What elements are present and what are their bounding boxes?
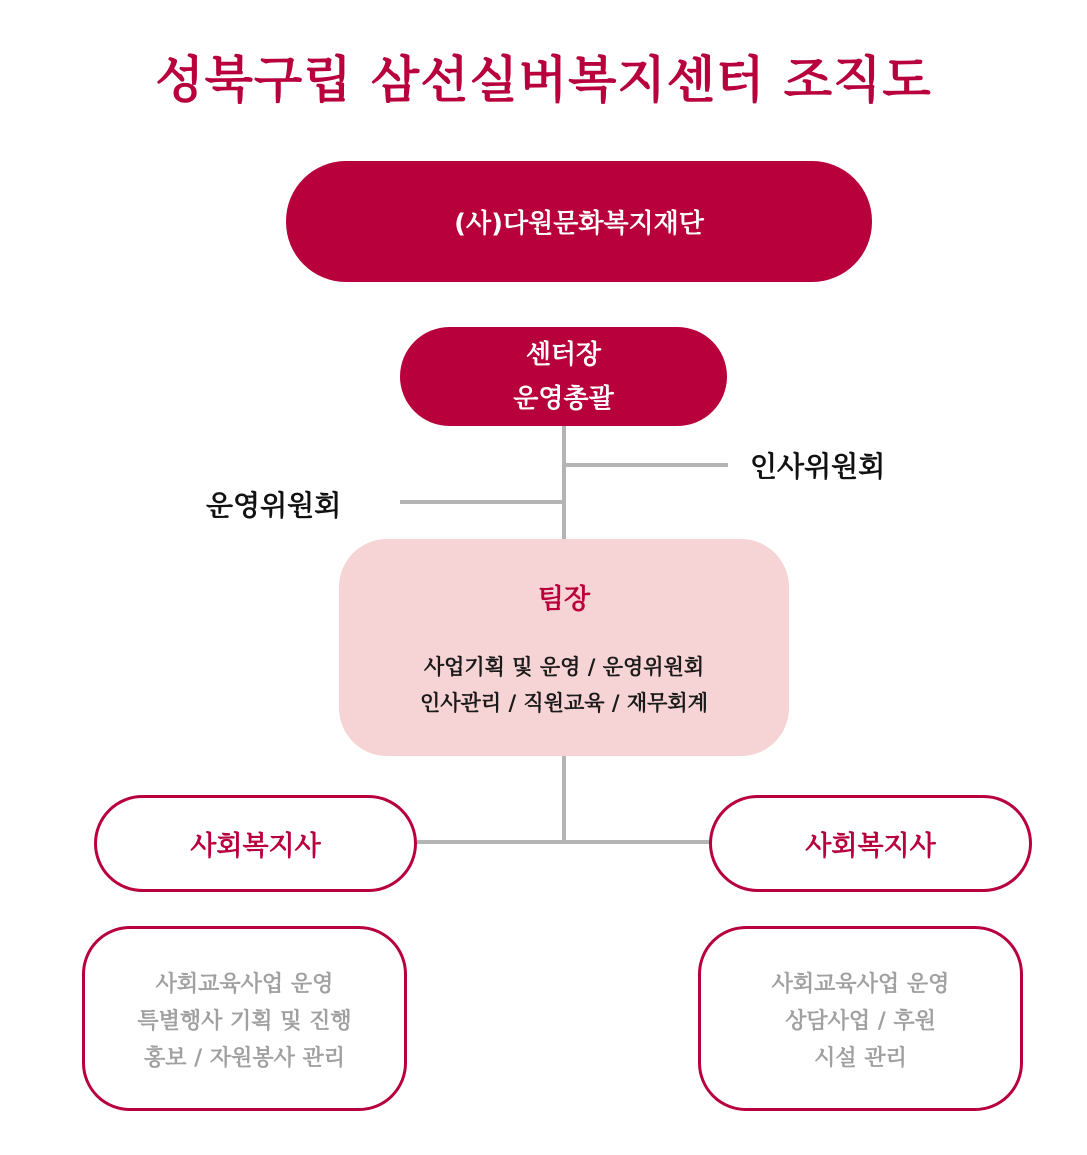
connector-director-to-leader — [562, 426, 566, 540]
connector-operating-committee — [400, 500, 564, 504]
social-worker-right-duties — [698, 926, 1023, 1111]
operating-committee-label: 운영위원회 — [206, 489, 342, 522]
connector-workers-horizontal — [417, 840, 711, 844]
social-worker-right — [709, 795, 1032, 892]
team-leader-duties-line2: 인사관리 / 직원교육 / 재무회계 — [419, 691, 708, 715]
team-leader-node — [339, 539, 789, 756]
duty-item: 시설 관리 — [814, 1045, 907, 1071]
connector-hr-committee — [562, 463, 728, 467]
social-worker-left — [94, 795, 417, 892]
duty-item: 사회교육사업 운영 — [771, 971, 950, 997]
page-title: 성북구립 삼선실버복지센터 조직도 — [155, 51, 932, 109]
director-role: 운영총괄 — [513, 383, 614, 414]
director-title: 센터장 — [525, 339, 602, 370]
connector-leader-to-workers — [562, 756, 566, 844]
foundation-label: (사)다원문화복지재단 — [454, 209, 704, 239]
duty-item: 홍보 / 자원봉사 관리 — [143, 1045, 346, 1071]
hr-committee-label: 인사위원회 — [750, 450, 886, 483]
social-worker-left-label: 사회복지사 — [190, 831, 321, 862]
social-worker-right-label: 사회복지사 — [805, 831, 936, 862]
social-worker-left-duties — [82, 926, 407, 1111]
duty-item: 특별행사 기획 및 진행 — [137, 1008, 352, 1034]
team-leader-duties-line1: 사업기획 및 운영 / 운영위원회 — [423, 655, 705, 679]
duty-item: 상담사업 / 후원 — [785, 1008, 936, 1034]
duty-item: 사회교육사업 운영 — [155, 971, 334, 997]
team-leader-title: 팀장 — [537, 584, 591, 615]
director-node — [400, 327, 727, 426]
foundation-node — [286, 161, 872, 282]
